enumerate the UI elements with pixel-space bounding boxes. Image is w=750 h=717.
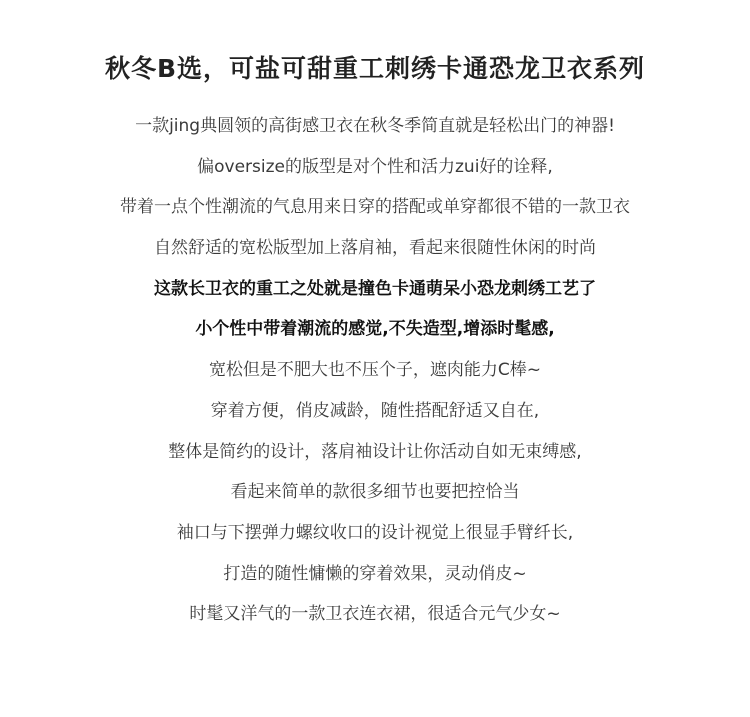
description-line-1: 一款jing典圆领的高街感卫衣在秋冬季简直就是轻松出门的神器! [135, 116, 615, 136]
description-line-4: 自然舒适的宽松版型加上落肩袖，看起来很随性休闲的时尚 [154, 238, 596, 259]
description-line-5: 这款长卫衣的重工之处就是撞色卡通萌呆小恐龙刺绣工艺了 [154, 278, 596, 299]
description-line-7: 宽松但是不肥大也不压个子，遮肉能力C棒~ [208, 360, 542, 381]
description-line-11: 袖口与下摆弹力螺纹收口的设计视觉上很显手臂纤长, [176, 522, 574, 543]
description-line-9: 整体是简约的设计，落肩袖设计让你活动自如无束缚感, [168, 441, 582, 462]
description-line-2: 偏oversize的版型是对个性和活力zui好的诠释, [197, 156, 553, 177]
description-line-10: 看起来简单的款很多细节也要把控恰当 [230, 482, 520, 503]
description-line-13: 时髦又洋气的一款卫衣连衣裙，很适合元气少女~ [189, 604, 561, 625]
description-line-8: 穿着方便，俏皮减龄，随性搭配舒适又自在, [210, 400, 540, 421]
description-line-3: 带着一点个性潮流的气息用来日穿的搭配或单穿都很不错的一款卫衣 [120, 197, 630, 218]
page-title: 秋冬B选，可盐可甜重工刺绣卡通恐龙卫衣系列 [104, 54, 646, 83]
description-lines [0, 106, 750, 635]
description-line-6: 小个性中带着潮流的感觉,不失造型,增添时髦感, [195, 319, 555, 340]
description-line-12: 打造的随性慵懒的穿着效果，灵动俏皮~ [223, 563, 527, 584]
